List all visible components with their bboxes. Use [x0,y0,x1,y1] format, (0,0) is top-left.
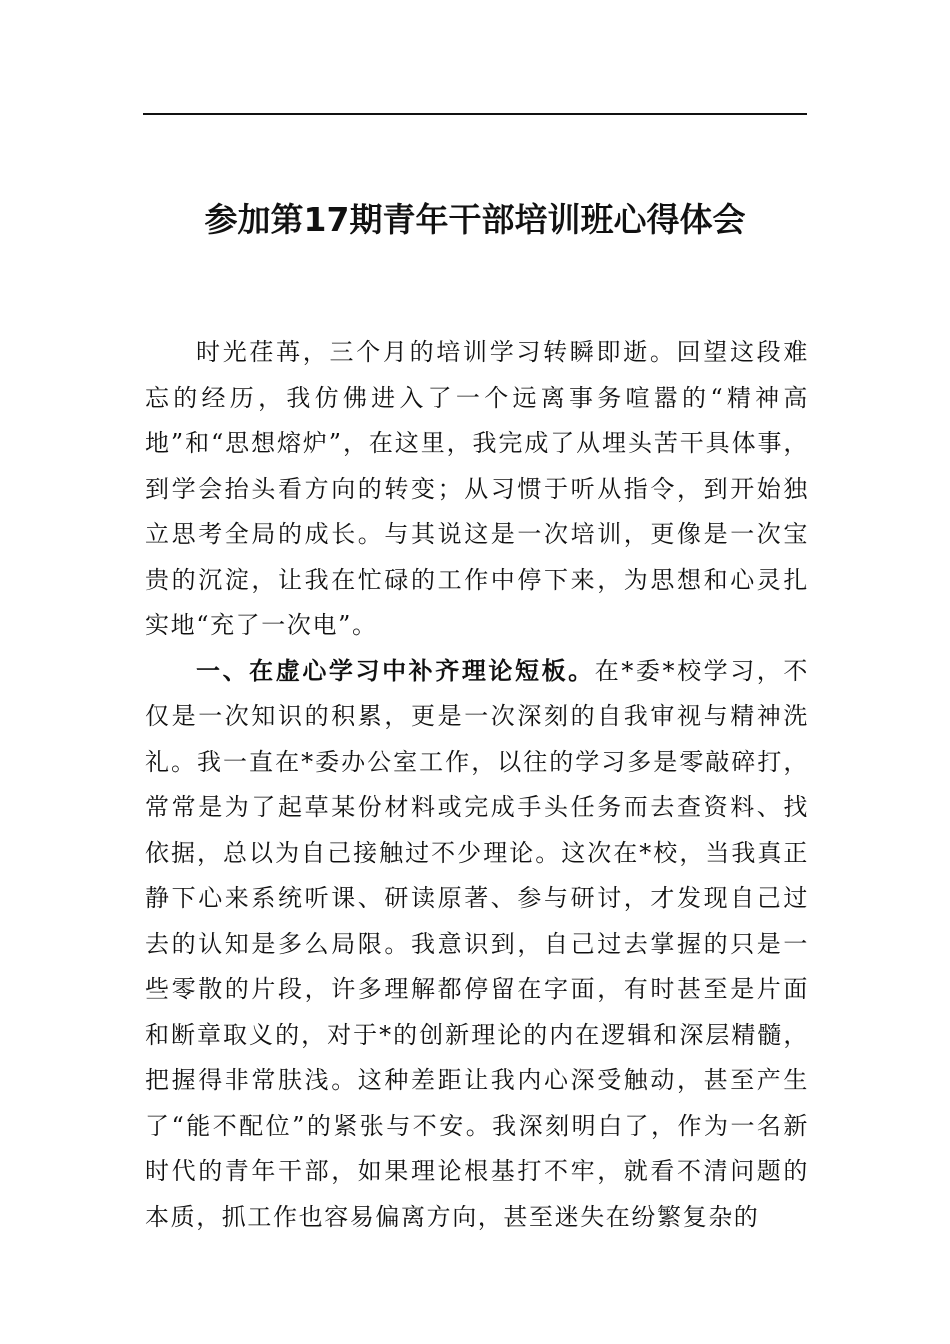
section-one-text: 在*委*校学习，不仅是一次知识的积累，更是一次深刻的自我审视与精神洗礼。我一直在*委办公室工作，以往的学习多是零敲碎打，常常是为了起草某份材料或完成手头任务而去查资料、找依据，总以为自己接触过不少理论。这次在*校，当我真正静下心来系统听课、研读原著、参与研讨，才发现自己过去的认知是多么局限。我意识到，自己过去掌握的只是一些零散的片段，许多理解都停留在字面，有时甚至是片面和断章取义的，对于*的创新理论的内在逻辑和深层精髓，把握得非常肤浅。这种差距让我内心深受触动，甚至产生了“能不配位”的紧张与不安。我深刻明白了，作为一名新时代的青年干部，如果理论根基打不牢，就看不清问题的本质，抓工作也容易偏离方向，甚至迷失在纷繁复杂的 [145,656,809,1231]
section-one-heading: 一、在虚心学习中补齐理论短板。 [196,656,595,685]
intro-paragraph-text: 时光荏苒，三个月的培训学习转瞬即逝。回望这段难忘的经历，我仿佛进入了一个远离事务喧嚣的“精神高地”和“思想熔炉”，在这里，我完成了从埋头苦干具体事，到学会抬头看方向的转变；从习惯于听从指令，到开始独立思考全局的成长。与其说这是一次培训，更像是一次宝贵的沉淀，让我在忙碌的工作中停下来，为思想和心灵扎实地“充了一次电”。 [145,338,809,639]
document-title: 参加第17期青年干部培训班心得体会 [204,200,746,239]
section-one-paragraph [145,649,809,1241]
intro-paragraph [145,330,809,649]
header-rule [143,113,807,115]
document-body [145,330,809,1240]
